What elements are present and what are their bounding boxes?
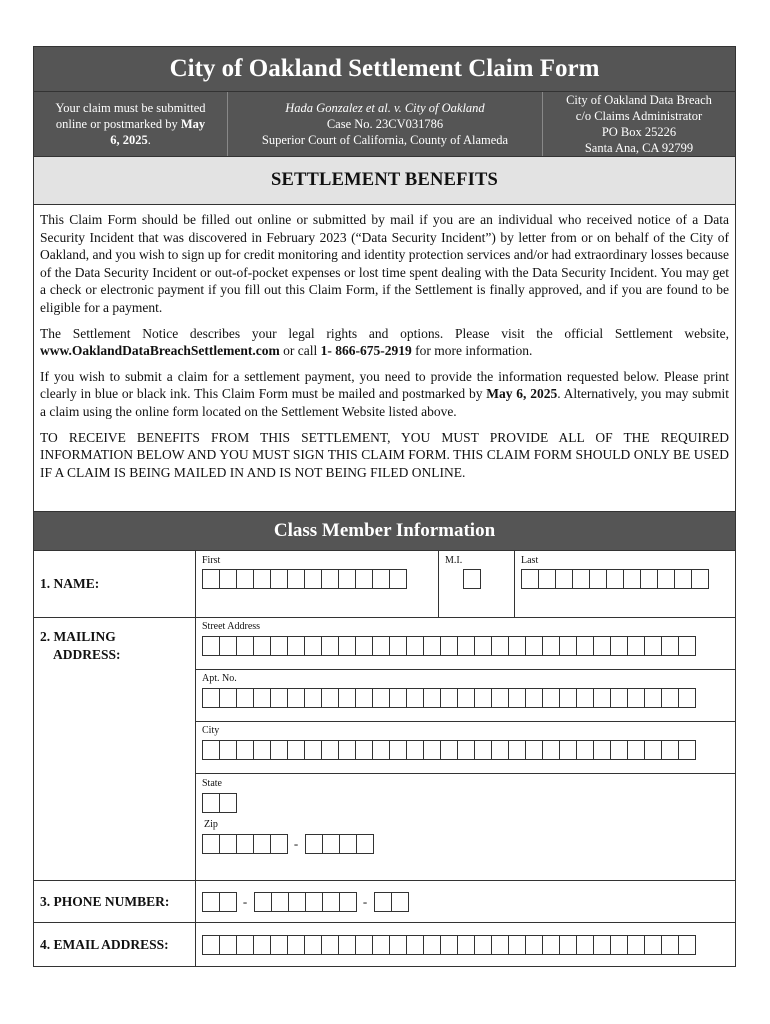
char-box[interactable] — [202, 935, 220, 955]
char-box[interactable] — [623, 569, 641, 589]
char-box[interactable] — [542, 935, 560, 955]
char-box[interactable] — [253, 636, 271, 656]
deadline-text: . — [147, 133, 151, 147]
zip-input-group — [202, 830, 735, 858]
char-box[interactable] — [406, 636, 424, 656]
char-box[interactable] — [508, 636, 526, 656]
char-box[interactable] — [304, 688, 322, 708]
char-box[interactable] — [593, 688, 611, 708]
char-box[interactable] — [219, 636, 237, 656]
name-row — [34, 551, 735, 618]
text: for more information. — [411, 343, 533, 359]
char-box[interactable] — [271, 892, 289, 912]
name-label: 1. NAME: — [34, 551, 196, 617]
char-box[interactable] — [253, 569, 271, 589]
char-box[interactable] — [372, 569, 390, 589]
char-box[interactable] — [372, 935, 390, 955]
char-box[interactable] — [304, 636, 322, 656]
char-box[interactable] — [202, 636, 220, 656]
char-box[interactable] — [270, 935, 288, 955]
street-group — [196, 618, 735, 670]
label-text: 2. MAILING — [40, 629, 116, 644]
char-box[interactable] — [202, 569, 220, 589]
address-row — [34, 618, 735, 881]
char-box[interactable] — [406, 935, 424, 955]
char-box[interactable] — [391, 892, 409, 912]
char-box[interactable] — [423, 740, 441, 760]
char-box[interactable] — [474, 688, 492, 708]
char-box[interactable] — [321, 688, 339, 708]
char-box[interactable] — [491, 740, 509, 760]
middle-initial-group — [439, 551, 515, 617]
char-box[interactable] — [474, 935, 492, 955]
label-text: ADDRESS: — [53, 647, 121, 662]
char-box[interactable] — [338, 636, 356, 656]
last-name-input[interactable] — [521, 569, 735, 589]
char-box[interactable] — [202, 688, 220, 708]
char-box[interactable] — [219, 834, 237, 854]
char-box[interactable] — [610, 688, 628, 708]
char-box[interactable] — [236, 569, 254, 589]
char-box[interactable] — [253, 935, 271, 955]
char-box[interactable] — [287, 688, 305, 708]
phone-number: 1- 866-675-2919 — [320, 343, 412, 359]
char-box[interactable] — [338, 688, 356, 708]
char-box[interactable] — [440, 636, 458, 656]
char-box[interactable] — [644, 636, 662, 656]
intro-paragraph — [40, 325, 729, 360]
char-box[interactable] — [372, 636, 390, 656]
char-box[interactable] — [321, 569, 339, 589]
char-box[interactable] — [338, 740, 356, 760]
char-box[interactable] — [627, 740, 645, 760]
char-box[interactable] — [559, 740, 577, 760]
phone-line-input[interactable] — [374, 892, 408, 912]
char-box[interactable] — [304, 569, 322, 589]
char-box[interactable] — [236, 834, 254, 854]
char-box[interactable] — [253, 688, 271, 708]
char-box[interactable] — [525, 688, 543, 708]
intro-text — [34, 205, 735, 512]
apt-number-input[interactable] — [202, 688, 735, 708]
mailing-address-label — [34, 618, 196, 880]
char-box[interactable] — [678, 935, 696, 955]
char-box[interactable] — [288, 892, 306, 912]
char-box[interactable] — [254, 892, 272, 912]
street-address-input[interactable] — [202, 636, 735, 656]
phone-row — [34, 881, 735, 923]
court-name: Superior Court of California, County of Alameda — [261, 133, 509, 147]
deadline-text: Your claim must be submitted — [55, 101, 206, 115]
char-box[interactable] — [538, 569, 556, 589]
phone-fields — [196, 881, 735, 922]
char-box[interactable] — [202, 834, 220, 854]
char-box[interactable] — [627, 935, 645, 955]
form-title: City of Oakland Settlement Claim Form — [34, 47, 735, 92]
char-box[interactable] — [321, 636, 339, 656]
char-box[interactable] — [627, 636, 645, 656]
char-box[interactable] — [555, 569, 573, 589]
name-fields — [196, 551, 735, 617]
char-box[interactable] — [661, 636, 679, 656]
char-box[interactable] — [644, 688, 662, 708]
apt-group — [196, 670, 735, 722]
case-number: Case No. 23CV031786 — [326, 117, 444, 131]
char-box[interactable] — [322, 834, 340, 854]
char-box[interactable] — [593, 636, 611, 656]
char-box[interactable] — [406, 740, 424, 760]
settlement-website-link[interactable]: www.OaklandDataBreachSettlement.com — [40, 343, 280, 359]
char-box[interactable] — [219, 740, 237, 760]
char-box[interactable] — [305, 892, 323, 912]
deadline-text: online or postmarked by — [55, 117, 181, 131]
char-box[interactable] — [356, 834, 374, 854]
case-name: Hada Gonzalez et al. v. City of Oakland — [285, 101, 485, 115]
zip-label: Zip — [204, 819, 218, 830]
phone-prefix-input[interactable] — [254, 892, 356, 912]
text: or call — [279, 343, 321, 359]
char-box[interactable] — [355, 740, 373, 760]
char-box[interactable] — [355, 569, 373, 589]
char-box[interactable] — [304, 935, 322, 955]
first-name-input[interactable] — [202, 569, 438, 589]
char-box[interactable] — [389, 688, 407, 708]
first-name-label: First — [202, 555, 221, 566]
char-box[interactable] — [321, 740, 339, 760]
case-info — [228, 92, 543, 156]
last-name-group — [515, 551, 735, 617]
postmark-date: May 6, 2025 — [486, 386, 558, 402]
char-box[interactable] — [372, 740, 390, 760]
char-box[interactable] — [593, 935, 611, 955]
char-box[interactable] — [457, 636, 475, 656]
intro-paragraph — [40, 368, 729, 421]
char-box[interactable] — [423, 935, 441, 955]
char-box[interactable] — [576, 740, 594, 760]
char-box[interactable] — [219, 569, 237, 589]
zip-extension-input[interactable] — [305, 834, 373, 854]
char-box[interactable] — [372, 688, 390, 708]
char-box[interactable] — [236, 935, 254, 955]
char-box[interactable] — [559, 688, 577, 708]
char-box[interactable] — [559, 636, 577, 656]
char-box[interactable] — [678, 740, 696, 760]
char-box[interactable] — [542, 688, 560, 708]
char-box[interactable] — [525, 636, 543, 656]
char-box[interactable] — [610, 935, 628, 955]
char-box[interactable] — [627, 688, 645, 708]
char-box[interactable] — [270, 569, 288, 589]
intro-paragraph: This Claim Form should be filled out online or submitted by mail if you are an individual who received notice of a Data Security Incident that was discovered in February 2023 (“Data Security Incident”) by letter from or on behalf of the City of Oakland, and you wish to sign up for credit monitoring and identity protection services and/or had extraordinary losses because of the Data Security Incident or out-of-pocket expenses or lost time spent dealing with the Data Security Incident. You may get a check or electronic payment if you fill out this Claim Form, if the Settlement is finally approved, and if you are found to be eligible for a payment. — [40, 212, 729, 315]
char-box[interactable] — [542, 636, 560, 656]
address-fields — [196, 618, 735, 880]
char-box[interactable] — [219, 935, 237, 955]
char-box[interactable] — [661, 688, 679, 708]
address-line: PO Box 25226 — [601, 125, 677, 139]
state-input[interactable] — [202, 793, 735, 813]
char-box[interactable] — [389, 935, 407, 955]
char-box[interactable] — [644, 740, 662, 760]
deadline-date: May — [180, 117, 206, 131]
char-box[interactable] — [355, 935, 373, 955]
intro-paragraph: TO RECEIVE BENEFITS FROM THIS SETTLEMENT, YOU MUST PROVIDE ALL OF THE REQUIRED INFORMATION BELOW AND YOU MUST SIGN THIS CLAIM FORM. THIS CLAIM FORM SHOULD ONLY BE USED IF A CLAIM IS BEING MAILED IN AND IS NOT BEING FILED ONLINE. — [40, 429, 729, 480]
char-box[interactable] — [661, 740, 679, 760]
city-input[interactable] — [202, 740, 735, 760]
header-info — [34, 92, 735, 157]
mailing-address-info — [543, 92, 735, 156]
city-group — [196, 722, 735, 774]
apt-label: Apt. No. — [202, 673, 237, 684]
char-box[interactable] — [219, 892, 237, 912]
settlement-benefits-heading: SETTLEMENT BENEFITS — [34, 157, 735, 205]
char-box[interactable] — [339, 834, 357, 854]
char-box[interactable] — [236, 740, 254, 760]
char-box[interactable] — [674, 569, 692, 589]
char-box[interactable] — [389, 740, 407, 760]
char-box[interactable] — [457, 935, 475, 955]
char-box[interactable] — [338, 569, 356, 589]
text: . Alternatively, you may submit a claim using the online form located on the Settlement Website listed above. — [40, 386, 729, 419]
char-box[interactable] — [287, 740, 305, 760]
char-box[interactable] — [572, 569, 590, 589]
claim-form — [33, 46, 736, 967]
char-box[interactable] — [440, 740, 458, 760]
email-input[interactable] — [202, 935, 695, 955]
char-box[interactable] — [576, 636, 594, 656]
char-box[interactable] — [661, 935, 679, 955]
char-box[interactable] — [270, 688, 288, 708]
char-box[interactable] — [474, 636, 492, 656]
char-box[interactable] — [287, 935, 305, 955]
class-member-heading: Class Member Information — [34, 512, 735, 551]
char-box[interactable] — [270, 636, 288, 656]
char-box[interactable] — [389, 636, 407, 656]
char-box[interactable] — [657, 569, 675, 589]
email-label: 4. EMAIL ADDRESS: — [34, 923, 196, 966]
char-box[interactable] — [236, 688, 254, 708]
char-box[interactable] — [287, 636, 305, 656]
char-box[interactable] — [610, 636, 628, 656]
char-box[interactable] — [305, 834, 323, 854]
char-box[interactable] — [491, 636, 509, 656]
char-box[interactable] — [491, 688, 509, 708]
char-box[interactable] — [678, 636, 696, 656]
char-box[interactable] — [236, 636, 254, 656]
last-name-label: Last — [521, 555, 539, 566]
char-box[interactable] — [508, 688, 526, 708]
city-label: City — [202, 725, 220, 736]
char-box[interactable] — [610, 740, 628, 760]
char-box[interactable] — [542, 740, 560, 760]
deadline-notice — [34, 92, 228, 156]
char-box[interactable] — [389, 569, 407, 589]
char-box[interactable] — [474, 740, 492, 760]
text: The Settlement Notice describes your legal rights and options. Please visit the official Settlement website, — [40, 325, 729, 341]
char-box[interactable] — [219, 688, 237, 708]
char-box[interactable] — [559, 935, 577, 955]
char-box[interactable] — [440, 688, 458, 708]
email-row — [34, 923, 735, 966]
char-box[interactable] — [525, 740, 543, 760]
char-box[interactable] — [593, 740, 611, 760]
char-box[interactable] — [270, 834, 288, 854]
middle-initial-input[interactable] — [463, 569, 514, 589]
address-line: City of Oakland Data Breach — [566, 93, 712, 107]
address-line: Santa Ana, CA 92799 — [584, 141, 694, 155]
phone-dash: - — [242, 893, 248, 909]
zip-input[interactable] — [202, 834, 287, 854]
char-box[interactable] — [589, 569, 607, 589]
phone-dash: - — [362, 893, 368, 909]
char-box[interactable] — [691, 569, 709, 589]
phone-area-input[interactable] — [202, 892, 236, 912]
char-box[interactable] — [253, 740, 271, 760]
char-box[interactable] — [322, 892, 340, 912]
middle-initial-label: M.I. — [445, 555, 463, 566]
char-box[interactable] — [640, 569, 658, 589]
char-box[interactable] — [339, 892, 357, 912]
char-box[interactable] — [508, 740, 526, 760]
street-label: Street Address — [202, 621, 261, 632]
char-box[interactable] — [304, 740, 322, 760]
char-box[interactable] — [374, 892, 392, 912]
address-line: c/o Claims Administrator — [575, 109, 703, 123]
char-box[interactable] — [606, 569, 624, 589]
char-box[interactable] — [406, 688, 424, 708]
char-box[interactable] — [287, 569, 305, 589]
char-box[interactable] — [576, 688, 594, 708]
char-box[interactable] — [508, 935, 526, 955]
char-box[interactable] — [202, 740, 220, 760]
char-box[interactable] — [521, 569, 539, 589]
char-box[interactable] — [525, 935, 543, 955]
char-box[interactable] — [678, 688, 696, 708]
phone-label: 3. PHONE NUMBER: — [34, 881, 196, 922]
state-zip-group — [196, 774, 735, 858]
char-box[interactable] — [270, 740, 288, 760]
char-box[interactable] — [576, 935, 594, 955]
text: If you wish to submit a claim for a settlement payment, you need to provide the information requested below. Please print clearly in blue or black ink. This Claim Form must be mailed and postmarked by — [40, 368, 729, 402]
char-box[interactable] — [457, 740, 475, 760]
zip-dash: - — [293, 836, 299, 851]
char-box[interactable] — [355, 688, 373, 708]
char-box[interactable] — [219, 793, 237, 813]
char-box[interactable] — [440, 935, 458, 955]
email-fields — [196, 923, 735, 966]
char-box[interactable] — [338, 935, 356, 955]
char-box[interactable] — [463, 569, 481, 589]
state-label: State — [202, 778, 222, 789]
char-box[interactable] — [423, 636, 441, 656]
char-box[interactable] — [457, 688, 475, 708]
deadline-date: 6, 2025 — [110, 133, 148, 147]
first-name-group — [196, 551, 439, 617]
char-box[interactable] — [253, 834, 271, 854]
char-box[interactable] — [321, 935, 339, 955]
char-box[interactable] — [423, 688, 441, 708]
char-box[interactable] — [491, 935, 509, 955]
char-box[interactable] — [355, 636, 373, 656]
char-box[interactable] — [644, 935, 662, 955]
char-box[interactable] — [202, 892, 220, 912]
char-box[interactable] — [202, 793, 220, 813]
